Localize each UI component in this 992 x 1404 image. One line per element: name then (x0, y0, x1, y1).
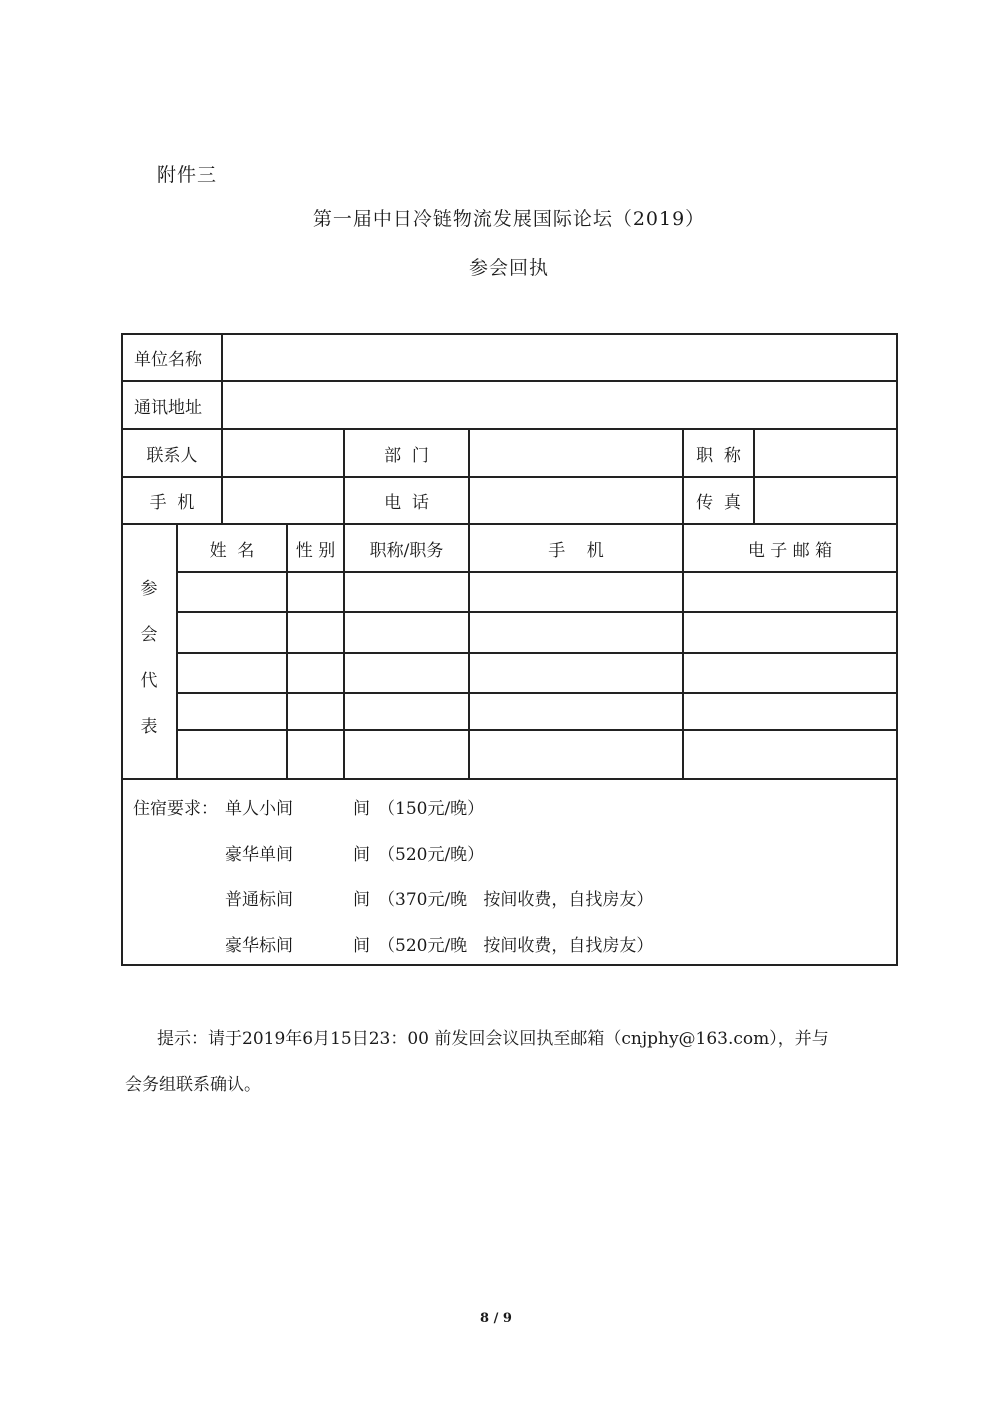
document-subtitle: 参会回执 (468, 257, 549, 279)
note-line-1: 提示：请于2019年6月15日23：00 前发回会议回执至邮箱（cnjphy@163.com），并与 (157, 1029, 829, 1049)
fax-label: 传 真 (696, 493, 741, 513)
table-border-left (121, 333, 123, 966)
lodging-unit: 间 (353, 890, 370, 910)
table-rule (753, 428, 755, 525)
table-border-bottom (121, 964, 898, 966)
lodging-unit: 间 (353, 936, 370, 956)
org-name-label: 单位名称 (134, 350, 202, 370)
document-title: 第一届中日冷链物流发展国际论坛（2019） (312, 208, 706, 230)
lodging-price: （370元/晚 按间收费，自找房友） (378, 890, 654, 910)
table-rule (121, 428, 898, 430)
col-gender-header: 性 别 (295, 540, 336, 561)
delegates-label-char: 参 (140, 579, 158, 599)
table-rule (121, 476, 898, 478)
table-rule (121, 380, 898, 382)
table-border-right (896, 333, 898, 966)
contact-label: 联系人 (146, 445, 198, 466)
lodging-price: （150元/晚） (378, 799, 485, 819)
lodging-type: 单人小间 (225, 799, 293, 819)
lodging-type: 普通标间 (225, 890, 293, 910)
lodging-unit: 间 (353, 845, 370, 865)
position-title-label: 职 称 (696, 445, 741, 466)
delegates-label-char: 代 (140, 671, 158, 691)
col-title-header: 职称/职务 (369, 540, 444, 561)
table-rule (468, 428, 470, 525)
page-number: 8 / 9 (480, 1311, 512, 1326)
lodging-label: 住宿要求： (133, 799, 218, 819)
mobile-label: 手 机 (149, 493, 195, 513)
lodging-type: 豪华标间 (225, 936, 293, 956)
table-rule (121, 778, 898, 780)
delegates-label-char: 会 (140, 625, 158, 645)
lodging-price: （520元/晚） (378, 845, 485, 865)
lodging-price: （520元/晚 按间收费，自找房友） (378, 936, 654, 956)
col-mobile-header: 手 机 (548, 540, 604, 561)
note-line-2: 会务组联系确认。 (125, 1075, 261, 1095)
attachment-label: 附件三 (157, 164, 218, 186)
department-label: 部 门 (384, 445, 429, 466)
col-email-header: 电 子 邮 箱 (747, 540, 833, 561)
lodging-unit: 间 (353, 799, 370, 819)
col-name-header: 姓 名 (209, 540, 255, 561)
table-border-top (121, 333, 898, 335)
lodging-type: 豪华单间 (225, 845, 293, 865)
delegates-label-char: 表 (140, 717, 158, 737)
address-label: 通讯地址 (134, 397, 202, 418)
phone-label: 电 话 (384, 493, 429, 513)
